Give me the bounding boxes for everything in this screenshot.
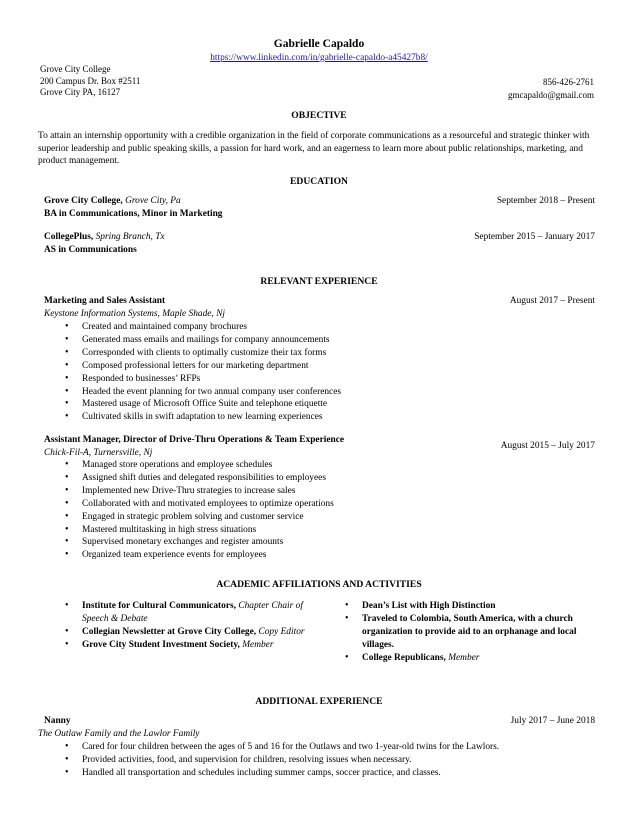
job-entry [44, 715, 595, 728]
list-item: • Responded to businesses’ RFPs [65, 373, 595, 386]
list-item: • Cared for four children between the ages of 5 and 16 for the Outlaws and two 1-year-old twins for the Lawlors. [65, 741, 514, 754]
school-location: Grove City, Pa [125, 196, 181, 206]
education-dates: September 2018 – Present [496, 196, 595, 206]
list-item: • Created and maintained company brochures [65, 321, 595, 334]
linkedin-line [0, 52, 638, 65]
education-heading: EDUCATION [290, 176, 348, 187]
job-bullet-list [44, 321, 595, 424]
list-item: • Institute for Cultural Communicators, Chapter Chair of Speech & Debate [65, 600, 324, 626]
list-item: • Mastered usage of Microsoft Office Suite and telephone etiquette [65, 398, 595, 411]
list-item: • Headed the event planning for two annual company user conferences [65, 386, 595, 399]
email-address: gmcapaldo@gmail.com [507, 89, 594, 100]
job-dates: August 2015 – July 2017 [500, 441, 595, 451]
list-item: • College Republicans, Member [345, 652, 586, 665]
phone-number: 856-426-2761 [543, 77, 594, 87]
objective-text: To attain an internship opportunity with a credible organization in the field of corporate communications as a resourceful and strategic thinker with superior leadership and public speaking skills, a passion for hard work, and an eagerness to learn more about public relationships, marketing, and product management. [38, 131, 590, 167]
address-line: Grove City PA, 16127 [40, 87, 121, 97]
mailing-address [40, 64, 140, 99]
activities-heading: ACADEMIC AFFILIATIONS AND ACTIVITIES [216, 579, 422, 590]
list-item: • Managed store operations and employee schedules [65, 459, 595, 472]
list-item: • Composed professional letters for our marketing department [65, 360, 595, 373]
job-entry [44, 434, 595, 459]
additional-heading: ADDITIONAL EXPERIENCE [255, 696, 383, 707]
activities-list-left [44, 600, 324, 652]
activities-list-right [324, 600, 586, 665]
list-item: • Traveled to Colombia, South America, with a church organization to provide aid to an orphanage and local villages. [345, 613, 586, 652]
job-employer: The Outlaw Family and the Lawlor Family [38, 729, 200, 739]
list-item: • Grove City Student Investment Society, Member [65, 639, 324, 652]
list-item: • Cultivated skills in swift adaptation to new learning experiences [65, 411, 595, 424]
resume-name: Gabrielle Capaldo [273, 38, 365, 50]
job-title: Nanny [44, 716, 71, 726]
job-entry [44, 295, 595, 320]
list-item: • Handled all transportation and schedules including summer camps, soccer practice, and classes. [65, 767, 514, 780]
list-item: • Dean’s List with High Distinction [345, 600, 586, 613]
education-entry [44, 231, 595, 256]
experience-heading: RELEVANT EXPERIENCE [260, 276, 378, 287]
list-item: • Generated mass emails and mailings for company announcements [65, 334, 595, 347]
job-dates: August 2017 – Present [509, 296, 595, 306]
school-location: Spring Branch, Tx [95, 232, 165, 242]
list-item: • Provided activities, food, and supervision for children, resolving issues when necessary. [65, 754, 514, 767]
list-item: • Engaged in strategic problem solving and customer service [65, 511, 595, 524]
job-employer: Chick-Fil-A, Turnersville, Nj [44, 447, 153, 458]
list-item: • Supervised monetary exchanges and register amounts [65, 536, 595, 549]
list-item: • Mastered multitasking in high stress situations [65, 524, 595, 537]
list-item: • Implemented new Drive-Thru strategies to increase sales [65, 485, 595, 498]
address-line: 200 Campus Dr. Box #2511 [40, 75, 141, 86]
degree: AS in Communications [44, 244, 137, 255]
objective-heading: OBJECTIVE [291, 110, 347, 121]
address-line: Grove City College [40, 64, 111, 74]
list-item: • Corresponded with clients to optimally customize their tax forms [65, 347, 595, 360]
school-name: Grove City College, [44, 196, 123, 206]
education-entry [44, 195, 595, 220]
job-dates: July 2017 – June 2018 [510, 716, 595, 726]
list-item: • Organized team experience events for employees [65, 549, 595, 562]
contact-info [508, 76, 594, 101]
job-title: Marketing and Sales Assistant [44, 296, 166, 306]
job-bullet-list [44, 459, 595, 562]
education-dates: September 2015 – January 2017 [474, 232, 595, 242]
job-title: Assistant Manager, Director of Drive-Thru Operations & Team Experience [44, 435, 345, 445]
linkedin-link[interactable]: https://www.linkedin.com/in/gabrielle-capaldo-a45427b8/ [210, 53, 428, 63]
job-employer: Keystone Information Systems, Maple Shade, Nj [44, 308, 225, 319]
list-item: • Collaborated with and motivated employees to optimize operations [65, 498, 595, 511]
job-bullet-list [44, 741, 514, 780]
school-name: CollegePlus, [44, 232, 94, 242]
list-item: • Collegian Newsletter at Grove City College, Copy Editor [65, 626, 324, 639]
list-item: • Assigned shift duties and delegated responsibilities to employees [65, 472, 595, 485]
degree: BA in Communications, Minor in Marketing [44, 208, 223, 219]
